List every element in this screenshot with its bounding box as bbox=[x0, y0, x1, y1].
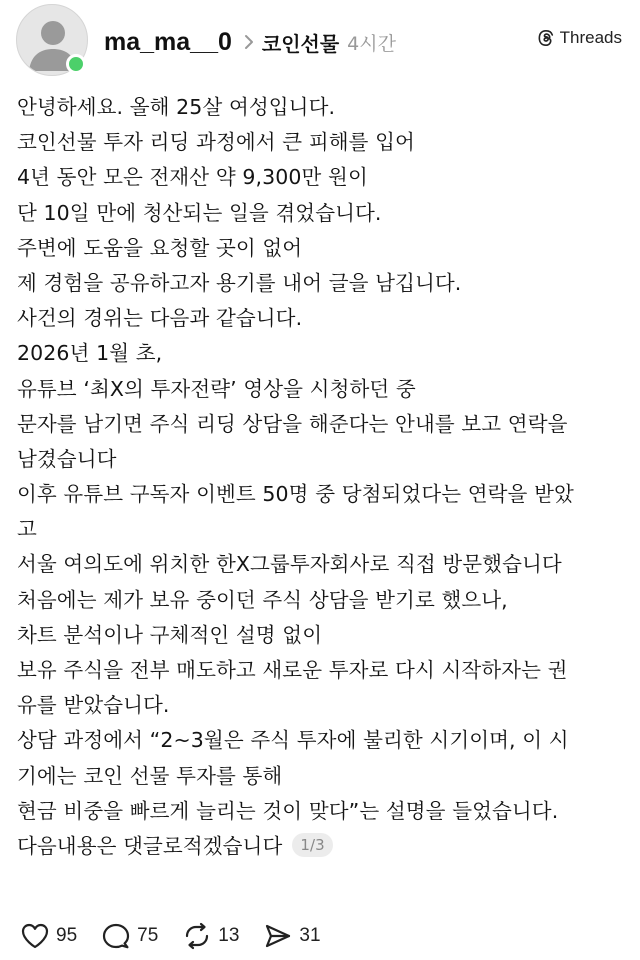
topic-tag-link[interactable]: 코인선물 bbox=[261, 31, 340, 56]
body-line: 2026년 1월 초, bbox=[17, 341, 163, 366]
body-line: 주변에 도움을 요청할 곳이 없어 bbox=[17, 235, 303, 260]
body-line: 이후 유튜브 구독자 이벤트 50명 중 당첨되었다는 연락을 받았 bbox=[17, 482, 574, 507]
body-line: 고 bbox=[17, 517, 37, 542]
body-line: 현금 비중을 빠르게 늘리는 것이 맞다”는 설명을 들었습니다. bbox=[17, 798, 559, 823]
post-header bbox=[104, 24, 396, 60]
send-icon bbox=[263, 922, 293, 950]
body-line: 보유 주식을 전부 매도하고 새로운 투자로 다시 시작하자는 권 bbox=[17, 658, 568, 682]
comment-count: 75 bbox=[137, 925, 159, 946]
body-line: 서울 여의도에 위치한 한X그룹투자회사로 직접 방문했습니다 bbox=[17, 552, 562, 577]
body-line-text: 다음내용은 댓글로적겠습니다 bbox=[17, 833, 283, 858]
action-bar bbox=[20, 918, 345, 954]
post-body bbox=[17, 90, 623, 864]
repost-icon bbox=[182, 922, 212, 950]
body-line: 차트 분석이나 구체적인 설명 없이 bbox=[17, 622, 323, 647]
share-button[interactable] bbox=[263, 922, 320, 950]
repost-button[interactable] bbox=[182, 922, 239, 950]
body-line: 처음에는 제가 보유 중이던 주식 상담을 받기로 했으나, bbox=[17, 587, 508, 612]
threads-logo-icon bbox=[537, 29, 555, 47]
body-line: 안녕하세요. 올해 25살 여성입니다. bbox=[17, 95, 336, 119]
heart-icon bbox=[20, 922, 50, 950]
body-line: 상담 과정에서 “2~3월은 주식 투자에 불리한 시기이며, 이 시 bbox=[17, 728, 569, 753]
comment-button[interactable] bbox=[101, 922, 158, 950]
online-status-dot bbox=[66, 54, 86, 74]
body-line: 남겼습니다 bbox=[17, 446, 117, 471]
body-line: 문자를 남기면 주식 리딩 상담을 해준다는 안내를 보고 연락을 bbox=[17, 411, 568, 436]
body-line: 사건의 경위는 다음과 같습니다. bbox=[17, 306, 303, 331]
body-line: 코인선물 투자 리딩 과정에서 큰 피해를 입어 bbox=[17, 130, 415, 155]
body-line: 유를 받았습니다. bbox=[17, 693, 170, 718]
username-link[interactable]: ma_ma__0 bbox=[104, 27, 232, 56]
repost-count: 13 bbox=[218, 925, 240, 946]
body-line: 기에는 코인 선물 투자를 통해 bbox=[17, 763, 283, 788]
body-line-last bbox=[17, 829, 623, 864]
post-timestamp: 4시간 bbox=[347, 32, 396, 55]
chevron-right-icon bbox=[244, 34, 254, 50]
body-line: 4년 동안 모은 전재산 약 9,300만 원이 bbox=[17, 165, 368, 190]
share-count: 31 bbox=[299, 925, 321, 946]
page-indicator: 1/3 bbox=[292, 833, 332, 857]
body-line: 제 경험을 공유하고자 용기를 내어 글을 남깁니다. bbox=[17, 270, 462, 295]
body-line: 유튜브 ‘최X의 투자전략’ 영상을 시청하던 중 bbox=[17, 376, 416, 401]
threads-logo-link[interactable] bbox=[537, 28, 622, 48]
like-button[interactable] bbox=[20, 922, 77, 950]
body-line: 단 10일 만에 청산되는 일을 겪었습니다. bbox=[17, 200, 382, 225]
comment-bubble-icon bbox=[101, 922, 131, 950]
like-count: 95 bbox=[56, 925, 78, 946]
avatar[interactable] bbox=[16, 4, 88, 76]
threads-brand-label: Threads bbox=[559, 28, 622, 47]
